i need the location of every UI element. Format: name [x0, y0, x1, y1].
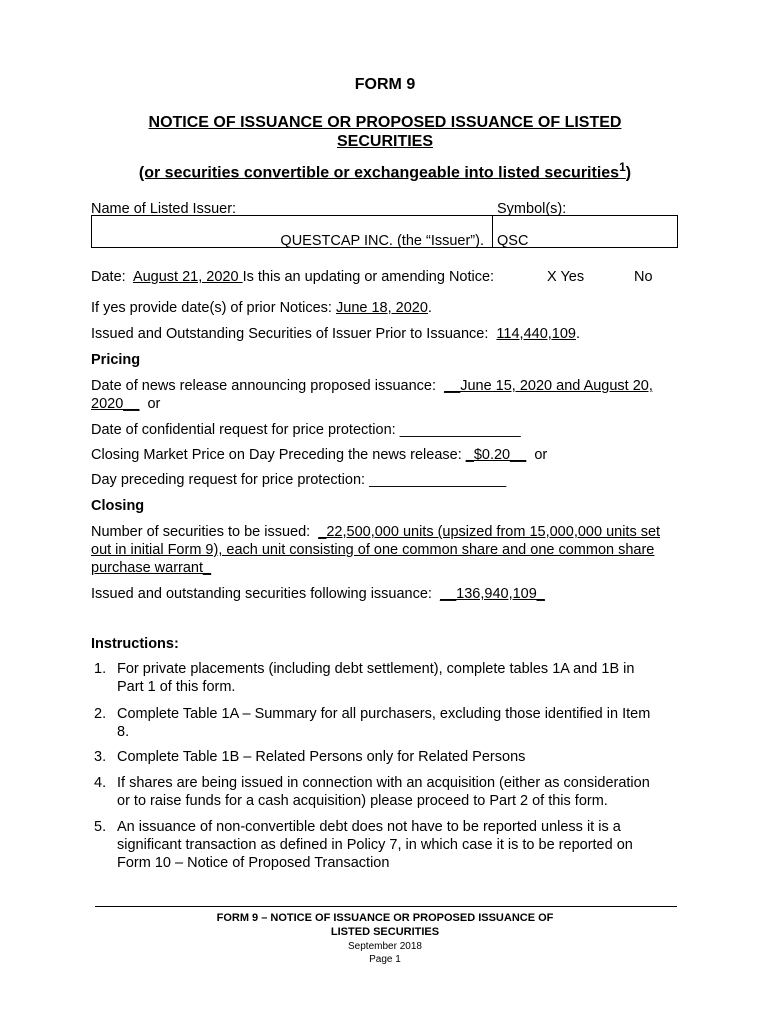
- instruction-line: 8.: [117, 724, 130, 740]
- subtitle-text: (or securities convertible or exchangeable into listed securities: [138, 164, 620, 182]
- closing-price-line: [91, 446, 547, 464]
- after-issuance-line: [91, 585, 545, 603]
- symbol-label: Symbol(s):: [497, 201, 567, 217]
- confidential-line: [91, 421, 521, 439]
- footer-rule: [95, 906, 677, 907]
- confidential-blank[interactable]: _______________: [399, 422, 521, 438]
- instruction-line: Complete Table 1B – Related Persons only for Related Persons: [117, 749, 526, 765]
- news-release-value2: 2020__: [91, 396, 140, 412]
- preceding-label: Day preceding request for price protection:: [91, 472, 366, 488]
- instruction-line: or to raise funds for a cash acquisition) please proceed to Part 2 of this form.: [117, 793, 608, 809]
- instruction-number: 2.: [94, 706, 107, 722]
- issuer-name-value: QUESTCAP INC. (the “Issuer”).: [280, 233, 484, 249]
- instruction-text: [117, 705, 682, 741]
- confidential-label: Date of confidential request for price protection:: [91, 422, 396, 438]
- outstanding-label: Issued and Outstanding Securities of Issuer Prior to Issuance:: [91, 326, 489, 342]
- instruction-line: If shares are being issued in connection with an acquisition (either as consideration: [117, 775, 650, 791]
- amend-no-option[interactable]: No: [634, 269, 653, 285]
- instruction-text: [117, 748, 682, 766]
- footer-date: September 2018: [348, 941, 422, 952]
- footer-title-line2: LISTED SECURITIES: [330, 926, 440, 938]
- prior-notices-value: June 18, 2020: [336, 300, 428, 316]
- outstanding-value: 114,440,109: [496, 326, 576, 342]
- securities-count-value1: _22,500,000 units (upsized from 15,000,000 units set: [318, 524, 661, 540]
- instruction-line: Complete Table 1A – Summary for all purchasers, excluding those identified in Item: [117, 706, 651, 722]
- amend-yes-option[interactable]: X Yes: [547, 269, 585, 285]
- closing-price-or: or: [534, 447, 548, 463]
- instruction-number: 4.: [94, 775, 107, 791]
- preceding-line: [91, 471, 506, 489]
- after-issuance-label: Issued and outstanding securities following issuance:: [91, 586, 432, 602]
- prior-notices-label: If yes provide date(s) of prior Notices:: [91, 300, 332, 316]
- closing-heading: Closing: [91, 498, 145, 514]
- subtitle-close: ): [625, 164, 632, 182]
- form-number: FORM 9: [354, 76, 416, 93]
- footer-title-line1: FORM 9 – NOTICE OF ISSUANCE OR PROPOSED ISSUANCE OF: [216, 912, 554, 924]
- closing-price-label: Closing Market Price on Day Preceding the news release:: [91, 447, 462, 463]
- footer-page-number: Page 1: [369, 954, 401, 965]
- instruction-text: [117, 818, 682, 872]
- prior-notices-end: .: [427, 300, 432, 316]
- instruction-number: 5.: [94, 819, 107, 835]
- form-title-line2: SECURITIES: [336, 133, 433, 150]
- instruction-line: An issuance of non-convertible debt does not have to be reported unless it is a: [117, 819, 621, 835]
- prior-notices-line: [91, 299, 432, 317]
- instruction-text: [117, 660, 682, 696]
- instruction-line: For private placements (including debt settlement), complete tables 1A and 1B in: [117, 661, 635, 677]
- news-release-label: Date of news release announcing proposed issuance:: [91, 378, 437, 394]
- securities-count-value2: out in initial Form 9), each unit consisting of one common share and one common share: [91, 542, 655, 558]
- instruction-number: 1.: [94, 661, 107, 677]
- securities-count-label: Number of securities to be issued:: [91, 524, 311, 540]
- symbol-value: QSC: [497, 233, 529, 249]
- news-release-or: or: [147, 396, 161, 412]
- date-value: August 21, 2020: [132, 269, 243, 285]
- outstanding-end: .: [575, 326, 581, 342]
- securities-count-line1: [91, 523, 660, 541]
- outstanding-line: [91, 325, 580, 343]
- instruction-line: Form 10 – Notice of Proposed Transaction: [117, 855, 390, 871]
- instructions-heading: Instructions:: [91, 636, 179, 652]
- date-line: [91, 268, 494, 286]
- after-issuance-value: __136,940,109_: [440, 586, 545, 602]
- instruction-text: [117, 774, 682, 810]
- issuer-box: [91, 215, 678, 248]
- date-label: Date:: [91, 269, 126, 285]
- instruction-line: Part 1 of this form.: [117, 679, 236, 695]
- form-subtitle: [0, 160, 770, 182]
- closing-price-value: _$0.20__: [465, 447, 527, 463]
- amend-question: Is this an updating or amending Notice:: [242, 269, 495, 285]
- subtitle-footnote-mark: 1: [619, 160, 626, 174]
- instruction-line: significant transaction as defined in Policy 7, in which case it is to be reported on: [117, 837, 633, 853]
- news-release-line1: [91, 377, 653, 395]
- issuer-name-label: Name of Listed Issuer:: [91, 201, 237, 217]
- pricing-heading: Pricing: [91, 352, 141, 368]
- news-release-value1: __June 15, 2020 and August 20,: [444, 378, 653, 394]
- issuer-box-divider: [492, 216, 493, 247]
- instruction-number: 3.: [94, 749, 107, 765]
- news-release-line2: [91, 395, 160, 413]
- preceding-blank[interactable]: _________________: [369, 472, 507, 488]
- form-title-line1: NOTICE OF ISSUANCE OR PROPOSED ISSUANCE OF LISTED: [148, 114, 622, 131]
- securities-count-value3: purchase warrant_: [91, 560, 212, 576]
